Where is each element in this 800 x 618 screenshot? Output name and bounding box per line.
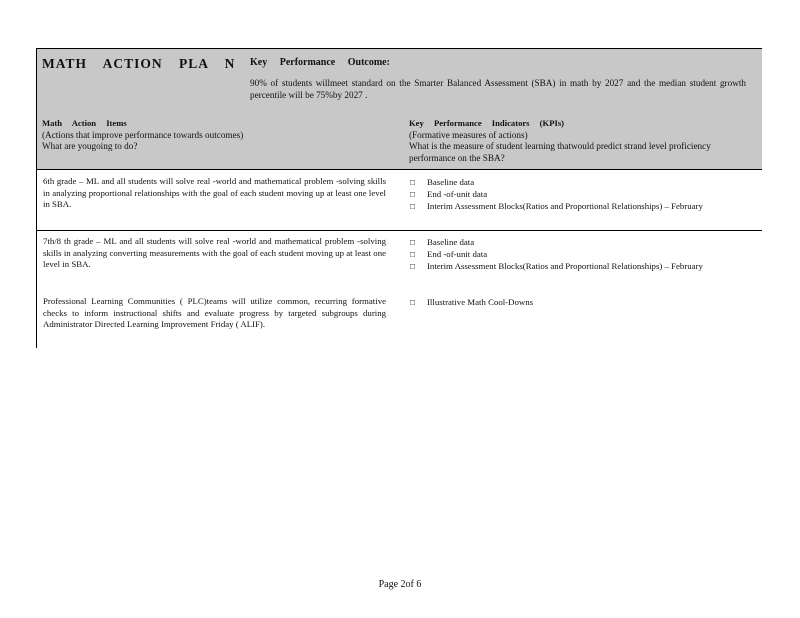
kpi-item-text: Interim Assessment Blocks(Ratios and Proportional Relationships) – February	[427, 261, 703, 271]
page-number: Page 2of 6	[378, 579, 422, 590]
kpi-list	[410, 236, 742, 272]
action-plan-table	[36, 48, 762, 348]
action-item-text: Professional Learning Communities ( PLC)teams will utilize common, recurring formative checks to inform instructional shifts and evaluate progress by targeted subgroups during Administrator Directed Learning Improvement Friday ( ALIF).	[43, 296, 386, 329]
kpi-header	[409, 118, 749, 164]
checkbox-bullet-icon: □	[410, 249, 416, 259]
kpi-item	[410, 176, 742, 188]
kpi-list	[410, 176, 742, 212]
table-left-border	[36, 48, 37, 348]
checkbox-bullet-icon: □	[410, 189, 416, 199]
action-items-title: Math Action Items	[42, 118, 127, 128]
checkbox-bullet-icon: □	[410, 237, 416, 247]
kpi-item	[410, 248, 742, 260]
kpi-subtitle: (Formative measures of actions)	[409, 129, 528, 140]
kpi-item-text: Illustrative Math Cool-Downs	[427, 297, 534, 307]
action-items-header	[42, 118, 392, 153]
kpo-label: Key Performance Outcome:	[250, 57, 390, 68]
kpi-item-text: End -of-unit data	[427, 249, 488, 259]
kpi-item	[410, 200, 742, 212]
checkbox-bullet-icon: □	[410, 201, 416, 211]
row-divider	[37, 230, 762, 231]
checkbox-bullet-icon: □	[410, 177, 416, 187]
page-footer	[0, 579, 800, 590]
kpi-item	[410, 188, 742, 200]
checkbox-bullet-icon: □	[410, 297, 416, 307]
action-item-text: 6th grade – ML and all students will solve real -world and mathematical problem -solving skills in analyzing proportional relationships with the goal of each student moving up at least one level in SBA.	[43, 176, 386, 209]
kpi-item	[410, 236, 742, 248]
page-title: MATH ACTION PLA N	[42, 56, 236, 71]
row-divider	[37, 169, 762, 170]
action-items-subtitle: (Actions that improve performance towards outcomes)	[42, 129, 244, 140]
kpi-item-text: Baseline data	[427, 177, 475, 187]
kpi-item	[410, 296, 742, 308]
kpo-text: 90% of students willmeet standard on the Smarter Balanced Assessment (SBA) in math by 2027 and the median student growth percentile will be 75%by 2027 .	[250, 78, 746, 100]
kpi-item	[410, 260, 742, 272]
kpi-item-text: Baseline data	[427, 237, 475, 247]
kpi-list	[410, 296, 742, 308]
kpi-title: Key Performance Indicators (KPIs)	[409, 118, 565, 128]
checkbox-bullet-icon: □	[410, 261, 416, 271]
action-items-question: What are yougoing to do?	[42, 141, 138, 151]
kpi-question: What is the measure of student learning thatwould predict strand level proficiency performance on the SBA?	[409, 141, 711, 163]
kpi-item-text: Interim Assessment Blocks(Ratios and Proportional Relationships) – February	[427, 201, 703, 211]
table-top-border	[36, 48, 762, 49]
action-item-text: 7th/8 th grade – ML and all students will solve real -world and mathematical problem -solving skills in analyzing converting measurements with the goal of each student moving up at least one level in SBA.	[43, 236, 386, 269]
kpi-item-text: End -of-unit data	[427, 189, 488, 199]
